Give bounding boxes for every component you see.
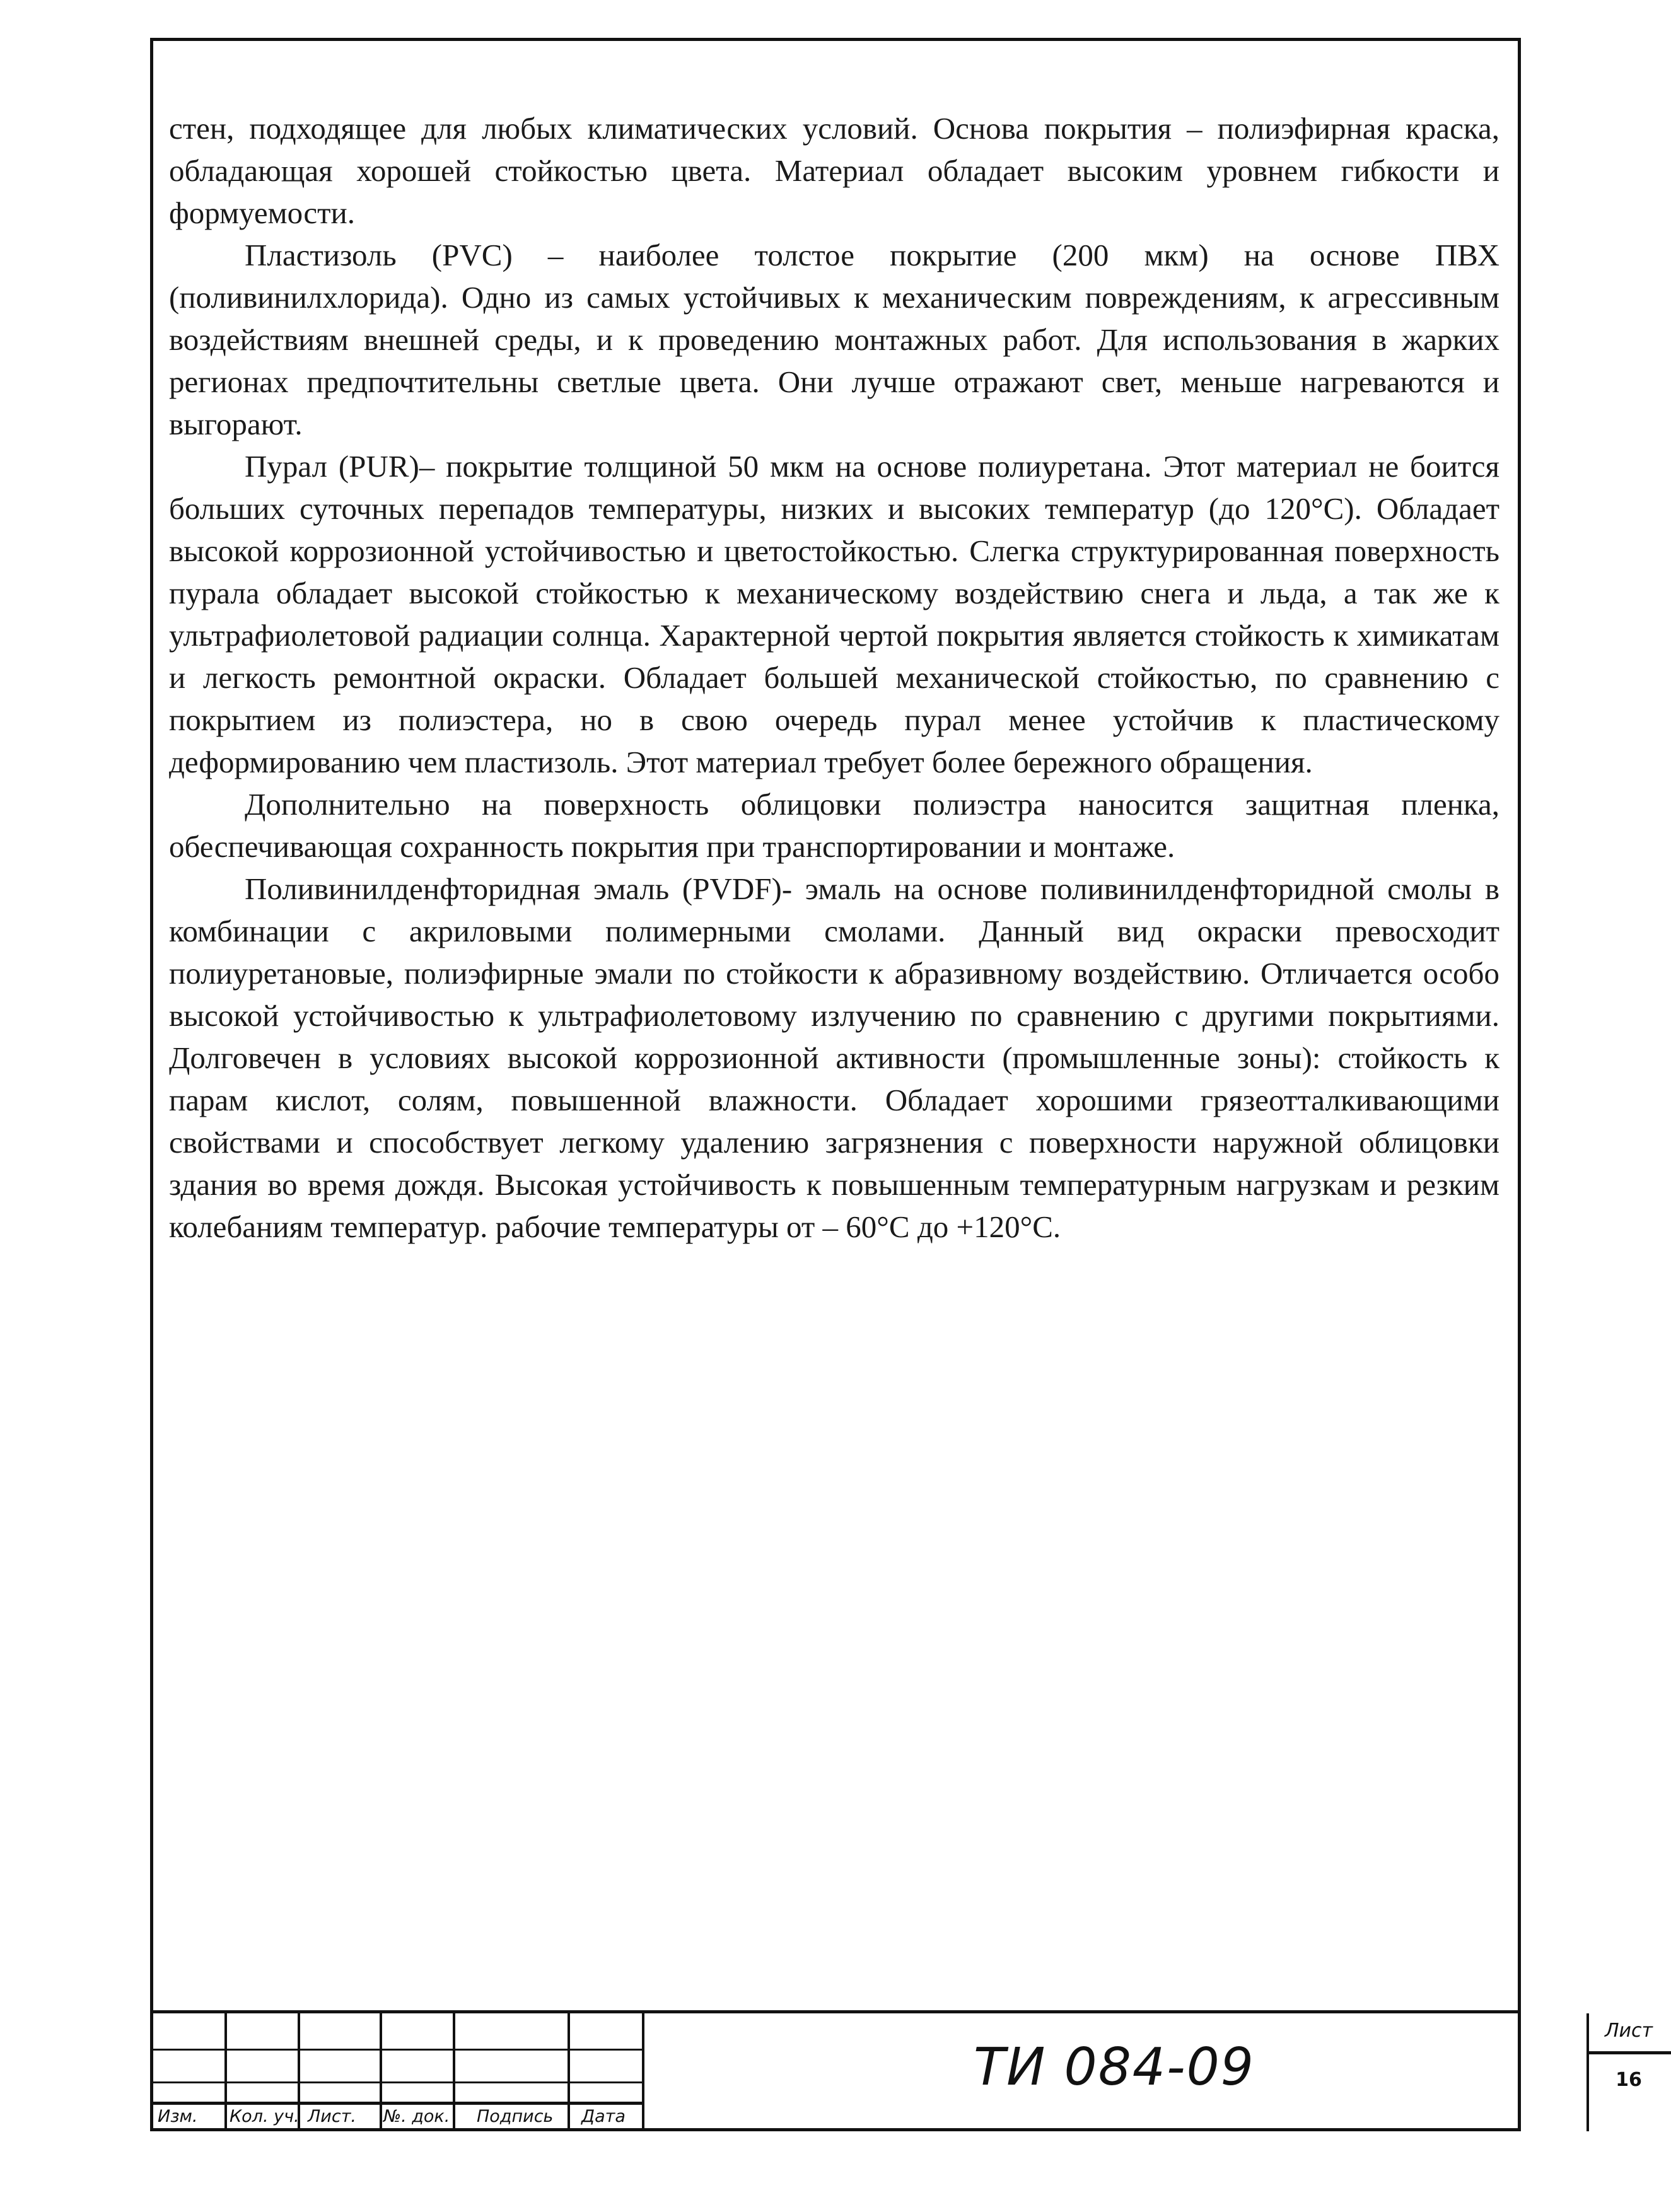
grid-line (1587, 2051, 1671, 2054)
grid-line (380, 2013, 382, 2131)
grid-line (568, 2013, 570, 2131)
column-label-podpis: Подпись (477, 2107, 554, 2126)
column-label-nom-dok: №. док. (383, 2107, 450, 2126)
paragraph-pural: Пурал (PUR)– покрытие толщиной 50 мкм на основе полиуретана. Этот материал не боится больших суточных перепадов температуры, низких и высоких температур (до 120°C). Обладает высокой коррозионной устойчивостью и цветостойкостью. Слегка структурированная поверхность пурала обладает высокой стойкостью к механическому воздействию снега и льда, а так же к ультрафиолетовой радиации солнца. Характерной чертой покрытия является стойкость к химикатам и легкость ремонтной окраски. Обладает большей механической стойкостью, по сравнению с покрытием из полиэстера, но в свою очередь пурал менее устойчив к пластическому деформированию чем пластизоль. Этот материал требует более бережного обращения. (169, 449, 1499, 779)
paragraph-pvdf: Поливинилденфторидная эмаль (PVDF)- эмаль на основе поливинилденфторидной смолы в комбинации с акриловыми полимерными смолами. Данный вид окраски превосходит полиуретановые, полиэфирные эмали по стойкости к абразивному воздействию. Отличается особо высокой устойчивостью к ультрафиолетовому излучению по сравнению с другими покрытиями. Долговечен в условиях высокой коррозионной активности (промышленные зоны): стойкость к парам кислот, солям, повышенной влажности. Обладает хорошими грязеотталкивающими свойствами и способствует легкому удалению загрязнения с поверхности наружной облицовки здания во время дождя. Высокая устойчивость к повышенным температурным нагрузкам и резким колебаниям температур. рабочие температуры от – 60°С до +120°С. (169, 871, 1499, 1244)
column-label-izm: Изм. (158, 2107, 198, 2126)
column-label-kol-uch: Кол. уч. (230, 2107, 300, 2126)
column-label-data: Дата (581, 2107, 626, 2126)
sheet-label: Лист (1604, 2020, 1653, 2042)
document-code: ТИ 084-09 (974, 2037, 1255, 2097)
grid-line (150, 2102, 642, 2105)
paragraph-protective-film: Дополнительно на поверхность облицовки полиэстра наносится защитная пленка, обеспечивающая сохранность покрытия при транспортировании и монтаже. (169, 787, 1499, 864)
paragraph-1: стен, подходящее для любых климатических условий. Основа покрытия – полиэфирная краска, обладающая хорошей стойкостью цвета. Материал обладает высоким уровнем гибкости и формуемости. (169, 111, 1499, 230)
paragraph-plastisol: Пластизоль (PVC) – наиболее толстое покрытие (200 мкм) на основе ПВХ (поливинилхлорида). Одно из самых устойчивых к механическим повреждениям, к агрессивным воздействиям внешней среды, и к проведению монтажных работ. Для использования в жарких регионах предпочтительны светлые цвета. Они лучше отражают свет, меньше нагреваются и выгорают. (169, 238, 1499, 441)
grid-line (224, 2013, 227, 2131)
title-block (150, 2010, 1653, 2131)
document-body (169, 107, 1499, 1248)
grid-line (453, 2013, 455, 2131)
grid-line (150, 2081, 642, 2083)
column-label-list: Лист. (308, 2107, 357, 2126)
sheet-number: 16 (1616, 2069, 1642, 2091)
grid-line (150, 2049, 642, 2051)
